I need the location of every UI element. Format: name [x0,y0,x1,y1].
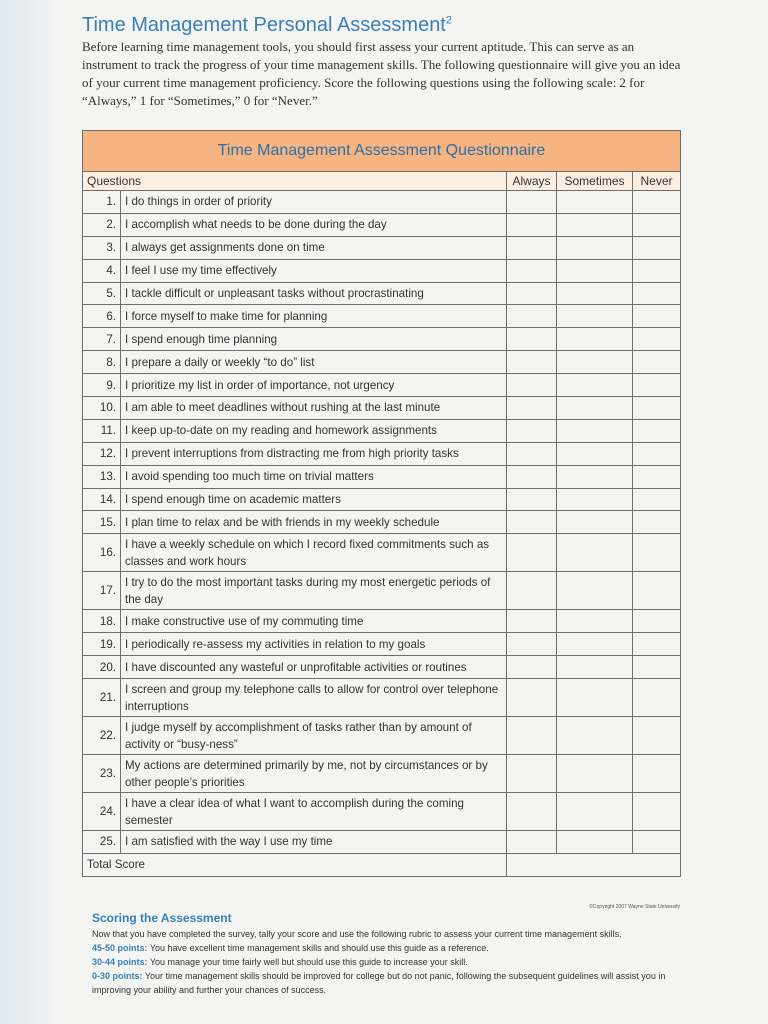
question-text: I have a clear idea of what I want to accomplish during the coming semester [121,793,507,831]
answer-sometimes-cell[interactable] [557,717,633,755]
answer-always-cell[interactable] [507,488,557,511]
scoring-level-label: 30-44 points: [92,957,148,967]
answer-sometimes-cell[interactable] [557,351,633,374]
answer-always-cell[interactable] [507,465,557,488]
question-text: I feel I use my time effectively [121,259,507,282]
answer-sometimes-cell[interactable] [557,213,633,236]
answer-never-cell[interactable] [633,633,681,656]
answer-always-cell[interactable] [507,259,557,282]
answer-always-cell[interactable] [507,717,557,755]
answer-never-cell[interactable] [633,259,681,282]
answer-sometimes-cell[interactable] [557,374,633,397]
answer-sometimes-cell[interactable] [557,282,633,305]
answer-never-cell[interactable] [633,191,681,214]
question-number: 18. [83,610,121,633]
answer-sometimes-cell[interactable] [557,572,633,610]
answer-never-cell[interactable] [633,793,681,831]
question-number: 7. [83,328,121,351]
question-row [83,328,681,351]
answer-never-cell[interactable] [633,511,681,534]
header-never: Never [633,172,681,191]
question-row [83,633,681,656]
answer-always-cell[interactable] [507,511,557,534]
header-always: Always [507,172,557,191]
total-score-label: Total Score [83,853,507,876]
question-number: 3. [83,236,121,259]
question-text: I screen and group my telephone calls to allow for control over telephone interruptions [121,679,507,717]
question-text: I tackle difficult or unpleasant tasks without procrastinating [121,282,507,305]
question-text: I prevent interruptions from distracting me from high priority tasks [121,442,507,465]
answer-always-cell[interactable] [507,656,557,679]
question-number: 9. [83,374,121,397]
scoring-intro: Now that you have completed the survey, tally your score and use the following rubric to assess your current time management skills. [92,929,622,939]
question-row [83,755,681,793]
question-row [83,305,681,328]
answer-sometimes-cell[interactable] [557,793,633,831]
question-text: I spend enough time planning [121,328,507,351]
page-title [82,14,452,37]
answer-never-cell[interactable] [633,488,681,511]
scoring-section [92,927,682,997]
question-number: 17. [83,572,121,610]
answer-always-cell[interactable] [507,534,557,572]
question-text: I keep up-to-date on my reading and homework assignments [121,419,507,442]
question-text: I always get assignments done on time [121,236,507,259]
answer-sometimes-cell[interactable] [557,259,633,282]
question-text: I am satisfied with the way I use my time [121,831,507,854]
answer-sometimes-cell[interactable] [557,831,633,854]
answer-always-cell[interactable] [507,442,557,465]
question-text: My actions are determined primarily by me, not by circumstances or by other people’s priorities [121,755,507,793]
question-row [83,282,681,305]
question-row [83,534,681,572]
scoring-level-text: Your time management skills should be improved for college but do not panic, following the subsequent guidelines will assist you in improving your ability and further your chances of success. [92,971,666,995]
answer-sometimes-cell[interactable] [557,633,633,656]
answer-always-cell[interactable] [507,351,557,374]
scoring-level-3 [92,969,682,997]
answer-never-cell[interactable] [633,442,681,465]
answer-sometimes-cell[interactable] [557,305,633,328]
intro-paragraph: Before learning time management tools, you should first assess your current aptitude. This can serve as an instrument to track the progress of your time management skills. The following questionnaire will give you an idea of your current time management proficiency. Score the following questions using the following scale: 2 for “Always,” 1 for “Sometimes,” 0 for “Never.” [82,39,681,108]
question-number: 13. [83,465,121,488]
answer-never-cell[interactable] [633,717,681,755]
question-row [83,419,681,442]
answer-always-cell[interactable] [507,633,557,656]
question-row [83,465,681,488]
sidebar-band [0,0,52,1024]
question-row [83,572,681,610]
answer-sometimes-cell[interactable] [557,534,633,572]
answer-sometimes-cell[interactable] [557,679,633,717]
scoring-level-2 [92,955,682,969]
answer-never-cell[interactable] [633,831,681,854]
answer-always-cell[interactable] [507,374,557,397]
header-questions: Questions [83,172,507,191]
answer-always-cell[interactable] [507,397,557,420]
question-row [83,351,681,374]
question-text: I periodically re-assess my activities in relation to my goals [121,633,507,656]
question-row [83,259,681,282]
question-row [83,442,681,465]
question-text: I make constructive use of my commuting time [121,610,507,633]
question-number: 11. [83,419,121,442]
answer-never-cell[interactable] [633,397,681,420]
answer-sometimes-cell[interactable] [557,442,633,465]
question-number: 25. [83,831,121,854]
answer-never-cell[interactable] [633,328,681,351]
answer-always-cell[interactable] [507,236,557,259]
question-text: I prioritize my list in order of importance, not urgency [121,374,507,397]
question-row [83,397,681,420]
question-row [83,236,681,259]
question-number: 19. [83,633,121,656]
question-number: 2. [83,213,121,236]
question-number: 4. [83,259,121,282]
question-number: 21. [83,679,121,717]
question-text: I accomplish what needs to be done during the day [121,213,507,236]
question-number: 1. [83,191,121,214]
answer-always-cell[interactable] [507,305,557,328]
total-score-row [83,853,681,876]
question-number: 24. [83,793,121,831]
answer-never-cell[interactable] [633,419,681,442]
scoring-level-label: 0-30 points: [92,971,143,981]
table-header-row [83,172,681,191]
question-text: I have discounted any wasteful or unprofitable activities or routines [121,656,507,679]
question-row [83,679,681,717]
question-row [83,191,681,214]
page-title-text: Time Management Personal Assessment [82,14,446,36]
answer-sometimes-cell[interactable] [557,755,633,793]
table-banner [83,131,681,172]
answer-always-cell[interactable] [507,419,557,442]
question-text: I have a weekly schedule on which I record fixed commitments such as classes and work hours [121,534,507,572]
answer-never-cell[interactable] [633,534,681,572]
title-footnote-marker: 2 [445,14,452,27]
answer-always-cell[interactable] [507,213,557,236]
answer-always-cell[interactable] [507,191,557,214]
question-row [83,213,681,236]
answer-always-cell[interactable] [507,572,557,610]
answer-sometimes-cell[interactable] [557,191,633,214]
question-number: 8. [83,351,121,374]
question-number: 5. [83,282,121,305]
scoring-level-text: You have excellent time management skills and should use this guide as a reference. [149,943,489,953]
question-row [83,610,681,633]
question-number: 14. [83,488,121,511]
question-number: 16. [83,534,121,572]
questions-body [83,191,681,854]
question-row [83,831,681,854]
answer-always-cell[interactable] [507,282,557,305]
answer-always-cell[interactable] [507,679,557,717]
question-text: I judge myself by accomplishment of tasks rather than by amount of activity or “busy-ness” [121,717,507,755]
answer-always-cell[interactable] [507,328,557,351]
answer-never-cell[interactable] [633,374,681,397]
answer-always-cell[interactable] [507,793,557,831]
question-number: 23. [83,755,121,793]
answer-always-cell[interactable] [507,831,557,854]
question-text: I spend enough time on academic matters [121,488,507,511]
answer-sometimes-cell[interactable] [557,465,633,488]
question-text: I avoid spending too much time on trivial matters [121,465,507,488]
answer-sometimes-cell[interactable] [557,236,633,259]
total-score-cell[interactable] [507,853,681,876]
answer-sometimes-cell[interactable] [557,419,633,442]
answer-never-cell[interactable] [633,465,681,488]
answer-never-cell[interactable] [633,236,681,259]
question-text: I prepare a daily or weekly “to do” list [121,351,507,374]
copyright-notice: ©Copyright 2007 Wayne State University [589,904,680,910]
question-number: 10. [83,397,121,420]
answer-never-cell[interactable] [633,305,681,328]
answer-never-cell[interactable] [633,572,681,610]
question-text: I do things in order of priority [121,191,507,214]
questionnaire-table [82,130,681,877]
question-text: I am able to meet deadlines without rushing at the last minute [121,397,507,420]
question-text: I force myself to make time for planning [121,305,507,328]
question-row [83,488,681,511]
answer-sometimes-cell[interactable] [557,328,633,351]
answer-never-cell[interactable] [633,351,681,374]
answer-never-cell[interactable] [633,213,681,236]
answer-sometimes-cell[interactable] [557,610,633,633]
scoring-level-text: You manage your time fairly well but should use this guide to increase your skill. [149,957,468,967]
scoring-title: Scoring the Assessment [92,911,232,925]
question-number: 12. [83,442,121,465]
table-title: Time Management Assessment Questionnaire [83,131,681,172]
question-row [83,793,681,831]
answer-sometimes-cell[interactable] [557,397,633,420]
answer-always-cell[interactable] [507,755,557,793]
answer-sometimes-cell[interactable] [557,511,633,534]
answer-never-cell[interactable] [633,755,681,793]
scoring-level-label: 45-50 points: [92,943,148,953]
answer-sometimes-cell[interactable] [557,656,633,679]
question-text: I plan time to relax and be with friends in my weekly schedule [121,511,507,534]
answer-never-cell[interactable] [633,610,681,633]
question-row [83,511,681,534]
header-sometimes: Sometimes [557,172,633,191]
question-number: 15. [83,511,121,534]
question-number: 22. [83,717,121,755]
question-number: 20. [83,656,121,679]
answer-sometimes-cell[interactable] [557,488,633,511]
question-row [83,374,681,397]
question-text: I try to do the most important tasks during my most energetic periods of the day [121,572,507,610]
answer-never-cell[interactable] [633,679,681,717]
question-row [83,717,681,755]
answer-always-cell[interactable] [507,610,557,633]
question-number: 6. [83,305,121,328]
scoring-level-1 [92,941,682,955]
question-row [83,656,681,679]
answer-never-cell[interactable] [633,282,681,305]
answer-never-cell[interactable] [633,656,681,679]
